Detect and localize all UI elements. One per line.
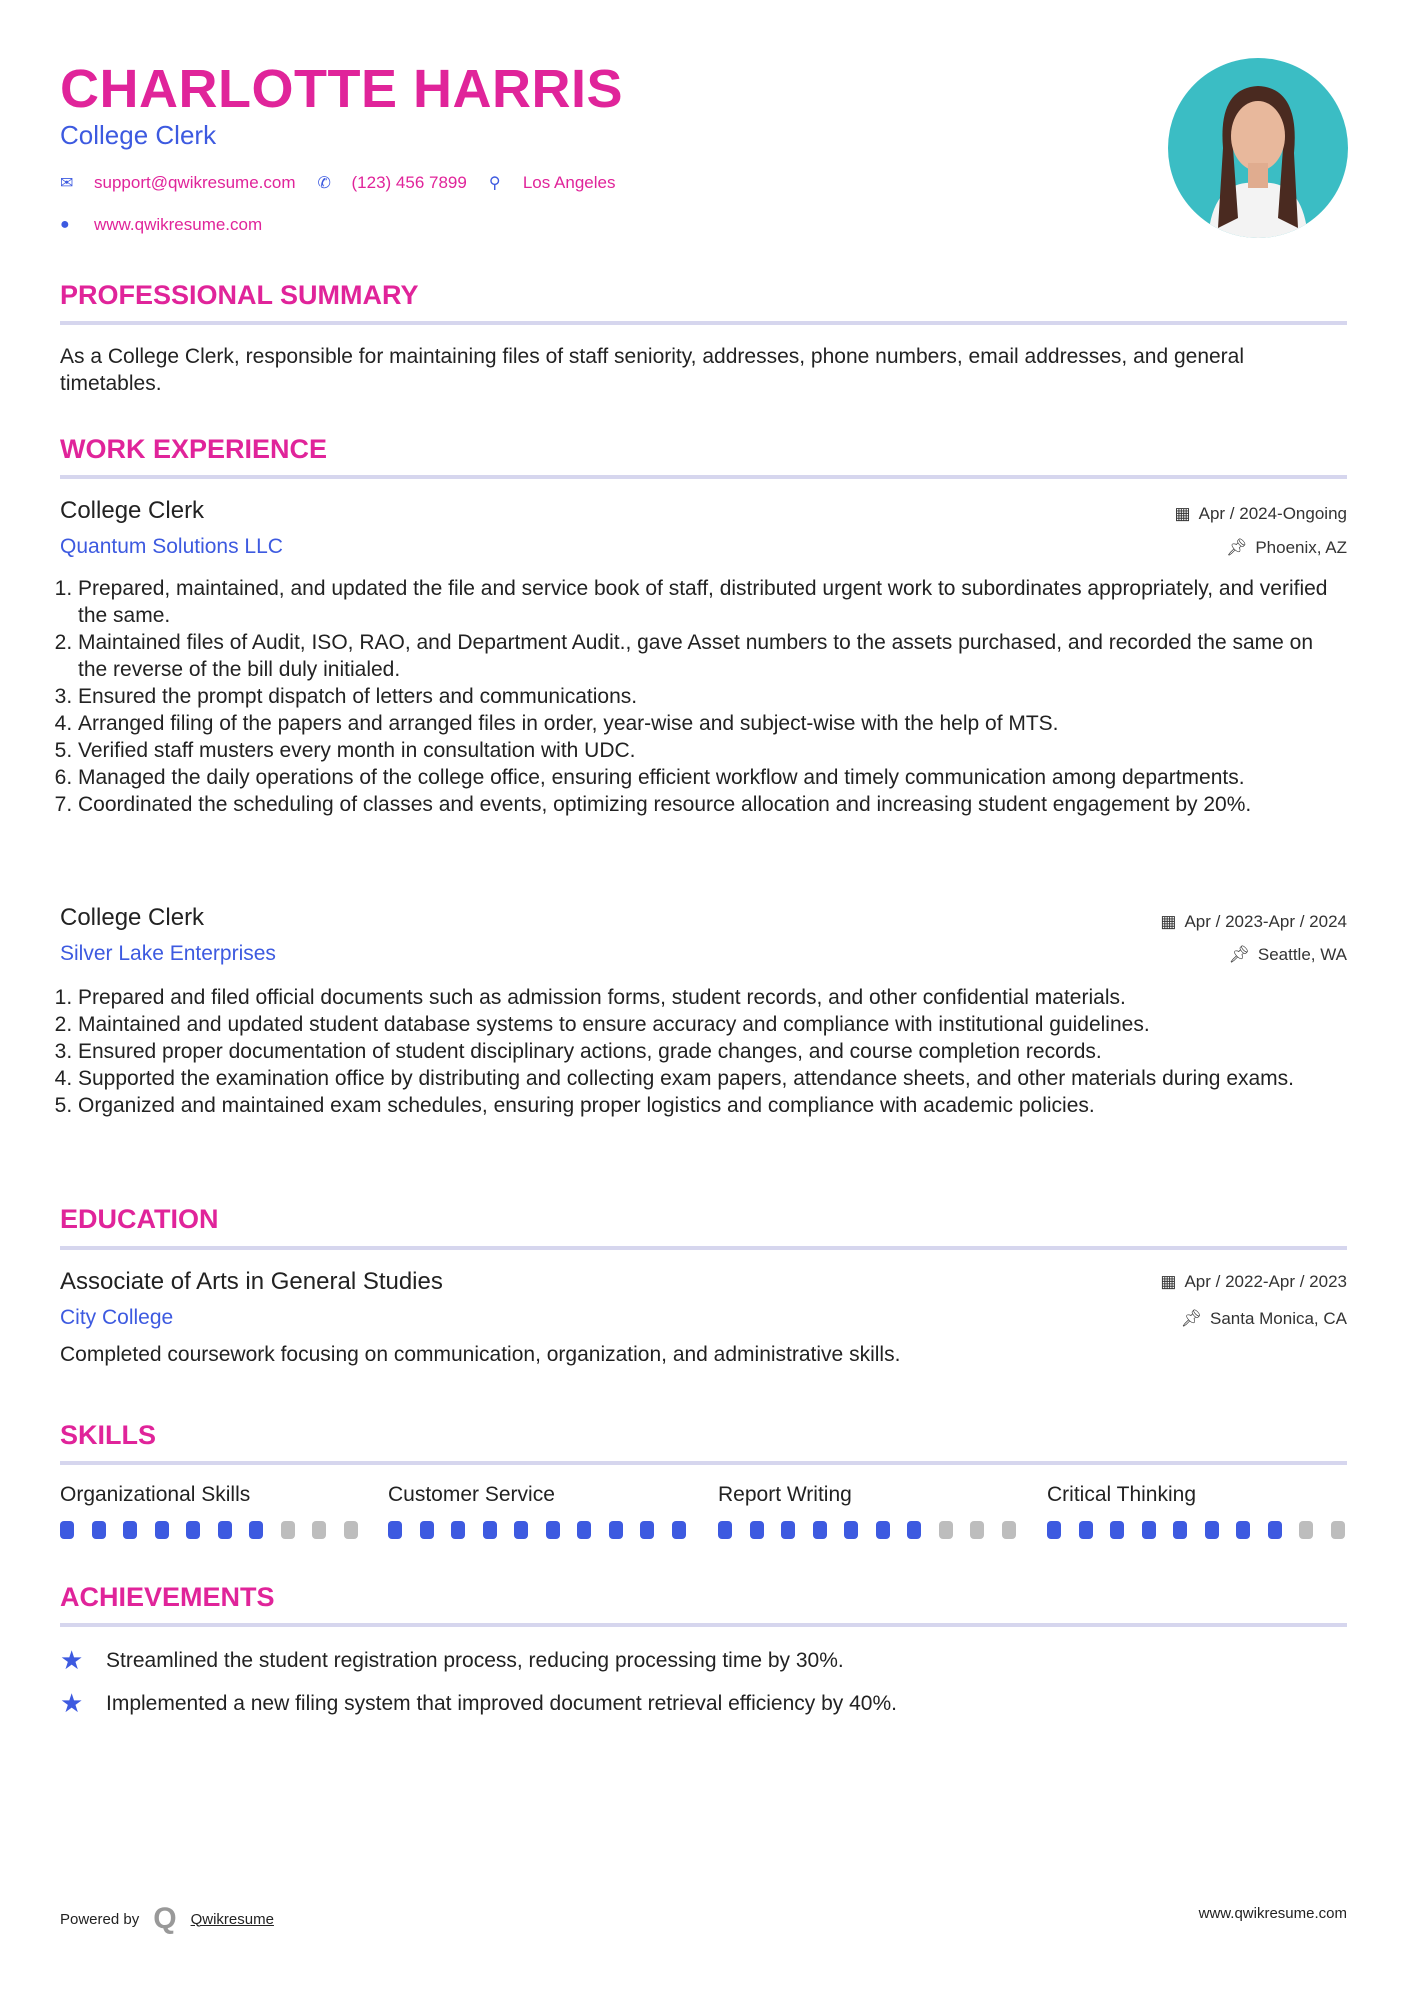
rating-dot [844, 1521, 858, 1539]
degree: Associate of Arts in General Studies [60, 1268, 443, 1295]
rating-dot [609, 1521, 623, 1539]
powered-by-text: Powered by [60, 1910, 140, 1928]
list-item: 3. Ensured proper documentation of student disciplinary actions, grade changes, and course completion records. [78, 1038, 1347, 1065]
list-item: 5. Verified staff musters every month in consultation with UDC. [78, 737, 1347, 764]
job-2-date [1160, 912, 1347, 932]
list-item: 1. Prepared, maintained, and updated the file and service book of staff, distributed urgent work to subordinates appropriately, and verified the same. [78, 575, 1347, 629]
date-text: Apr / 2023-Apr / 2024 [1184, 912, 1347, 931]
calendar-icon: ▦ [1160, 1272, 1177, 1291]
rating-dot [344, 1521, 358, 1539]
skill-name: Critical Thinking [1047, 1483, 1196, 1506]
job-2-bullets [60, 984, 1347, 1119]
school: City College [60, 1306, 174, 1329]
rating-dot [907, 1521, 921, 1539]
work-heading: WORK EXPERIENCE [60, 434, 328, 464]
list-item: 4. Arranged filing of the papers and arranged files in order, year-wise and subject-wise with the help of MTS. [78, 710, 1347, 737]
star-icon: ★ [60, 1688, 84, 1718]
achievements-heading: ACHIEVEMENTS [60, 1582, 275, 1612]
rating-dot [1173, 1521, 1187, 1539]
location-text: Santa Monica, CA [1209, 1309, 1347, 1328]
rating-dot [970, 1521, 984, 1539]
website-row [60, 215, 262, 235]
list-item: 5. Organized and maintained exam schedules, ensuring proper logistics and compliance with academic policies. [78, 1092, 1347, 1119]
location-text: Seattle, WA [1257, 945, 1347, 964]
location-text: Los Angeles [522, 173, 616, 192]
rating-dot [876, 1521, 890, 1539]
list-item: 7. Coordinated the scheduling of classes and events, optimizing resource allocation and increasing student engagement by 20%. [78, 791, 1347, 818]
rating-dot [546, 1521, 560, 1539]
phone-icon: ✆ [317, 175, 331, 192]
rating-dot [514, 1521, 528, 1539]
rating-dot [60, 1521, 74, 1539]
rating-dot [451, 1521, 465, 1539]
job-2-title: College Clerk [60, 904, 205, 931]
list-item: 6. Managed the daily operations of the college office, ensuring efficient workflow and timely communication among departments. [78, 764, 1347, 791]
rating-dot [1002, 1521, 1016, 1539]
job-1-company: Quantum Solutions LLC [60, 535, 283, 558]
skills-heading: SKILLS [60, 1420, 157, 1450]
rating-dot [1047, 1521, 1061, 1539]
rating-dot [155, 1521, 169, 1539]
rating-dot [1142, 1521, 1156, 1539]
rating-dot [218, 1521, 232, 1539]
rating-dot [718, 1521, 732, 1539]
rating-dot [420, 1521, 434, 1539]
rating-dot [312, 1521, 326, 1539]
calendar-icon: ▦ [1160, 912, 1177, 931]
rating-dot [1205, 1521, 1219, 1539]
envelope-icon: ✉ [60, 175, 74, 192]
phone-text: (123) 456 7899 [351, 173, 467, 192]
divider [60, 1461, 1347, 1465]
rating-dot [281, 1521, 295, 1539]
rating-dot [1110, 1521, 1124, 1539]
skill-rating [1047, 1521, 1345, 1539]
email-link[interactable]: support@qwikresume.com [94, 173, 296, 192]
profile-photo [1168, 58, 1348, 238]
rating-dot [1268, 1521, 1282, 1539]
achievement-item [60, 1645, 844, 1676]
job-2-location [1228, 945, 1347, 965]
rating-dot [813, 1521, 827, 1539]
divider [60, 475, 1347, 479]
calendar-icon: ▦ [1174, 504, 1191, 523]
rating-dot [249, 1521, 263, 1539]
skill-rating [60, 1521, 358, 1539]
contact-row [60, 173, 615, 193]
rating-dot [1299, 1521, 1313, 1539]
rating-dot [1079, 1521, 1093, 1539]
list-item: 2. Maintained and updated student database systems to ensure accuracy and compliance with institutional guidelines. [78, 1011, 1347, 1038]
divider [60, 1623, 1347, 1627]
achievement-text: Implemented a new filing system that improved document retrieval efficiency by 40%. [106, 1691, 897, 1715]
pin-icon: 📌︎ [1228, 945, 1250, 964]
date-text: Apr / 2022-Apr / 2023 [1184, 1272, 1347, 1291]
footer-website[interactable]: www.qwikresume.com [1198, 1905, 1347, 1922]
achievement-text: Streamlined the student registration process, reducing processing time by 30%. [106, 1648, 844, 1672]
rating-dot [781, 1521, 795, 1539]
skill-name: Organizational Skills [60, 1483, 251, 1506]
map-pin-icon: ⚲ [488, 175, 501, 192]
candidate-name: CHARLOTTE HARRIS [60, 59, 623, 119]
brand-link[interactable]: Qwikresume [190, 1910, 274, 1928]
globe-icon: ● [60, 216, 70, 233]
summary-heading: PROFESSIONAL SUMMARY [60, 280, 419, 310]
footer-powered [60, 1902, 274, 1936]
location-text: Phoenix, AZ [1255, 538, 1347, 557]
date-text: Apr / 2024-Ongoing [1198, 504, 1347, 523]
rating-dot [577, 1521, 591, 1539]
job-title: College Clerk [60, 120, 217, 150]
job-2-company: Silver Lake Enterprises [60, 942, 276, 965]
skill-name: Customer Service [388, 1483, 555, 1506]
rating-dot [483, 1521, 497, 1539]
rating-dot [750, 1521, 764, 1539]
summary-text: As a College Clerk, responsible for maintaining files of staff seniority, addresses, phone numbers, email addresses, and general timetables. [60, 345, 1245, 395]
list-item: 1. Prepared and filed official documents such as admission forms, student records, and other confidential materials. [78, 984, 1347, 1011]
rating-dot [640, 1521, 654, 1539]
rating-dot [1236, 1521, 1250, 1539]
rating-dot [388, 1521, 402, 1539]
education-date [1160, 1272, 1347, 1292]
skill-name: Report Writing [718, 1483, 852, 1506]
rating-dot [186, 1521, 200, 1539]
skill-rating [718, 1521, 1016, 1539]
rating-dot [939, 1521, 953, 1539]
achievement-item [60, 1688, 897, 1719]
rating-dot [92, 1521, 106, 1539]
job-1-bullets [60, 575, 1347, 818]
pin-icon: 📌︎ [1180, 1309, 1202, 1328]
website-link[interactable]: www.qwikresume.com [94, 215, 263, 234]
job-1-title: College Clerk [60, 497, 205, 524]
qwikresume-logo-icon: Q [153, 1902, 177, 1935]
job-1-date [1175, 504, 1347, 524]
rating-dot [672, 1521, 686, 1539]
divider [60, 1246, 1347, 1250]
list-item: 2. Maintained files of Audit, ISO, RAO, and Department Audit., gave Asset numbers to the assets purchased, and recorded the same on the reverse of the bill duly initialed. [78, 629, 1347, 683]
star-icon: ★ [60, 1645, 84, 1675]
job-1-location [1226, 538, 1347, 558]
list-item: 3. Ensured the prompt dispatch of letters and communications. [78, 683, 1347, 710]
skill-rating [388, 1521, 686, 1539]
rating-dot [123, 1521, 137, 1539]
rating-dot [1331, 1521, 1345, 1539]
divider [60, 321, 1347, 325]
pin-icon: 📌︎ [1225, 538, 1248, 557]
education-heading: EDUCATION [60, 1204, 219, 1234]
education-description: Completed coursework focusing on communication, organization, and administrative skills. [60, 1343, 901, 1366]
education-location [1180, 1309, 1347, 1329]
list-item: 4. Supported the examination office by distributing and collecting exam papers, attendance sheets, and other materials during exams. [78, 1065, 1347, 1092]
